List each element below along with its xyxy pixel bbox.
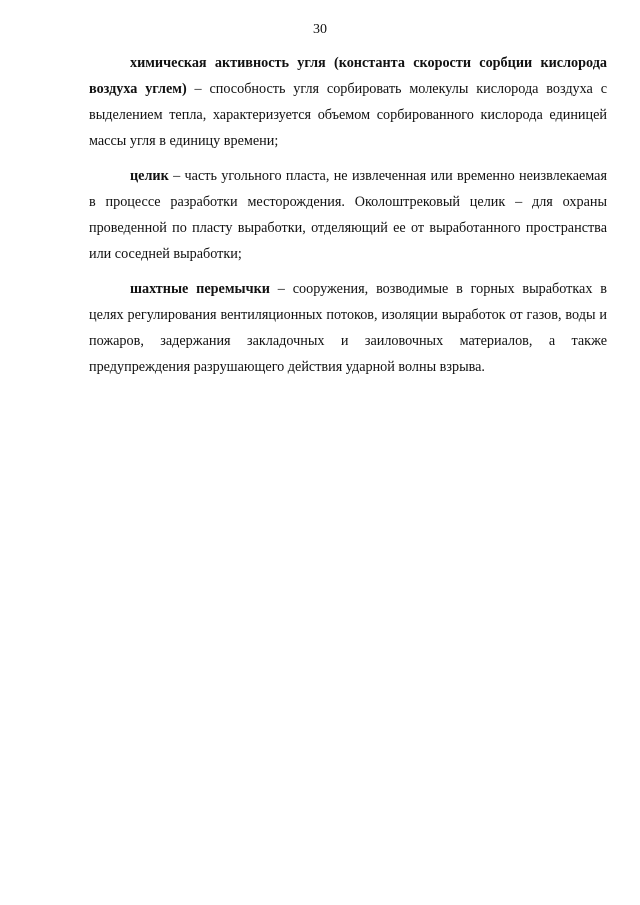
definition-item-pillar [89,163,607,267]
definition-text: – способность угля сорбировать молекулы кислорода воздуха с выделением тепла, характеризуется объемом сорбированного кислорода единицей массы угля в единицу времени; [89,81,607,149]
definitions-list [89,50,607,389]
definition-term: шахтные перемычки [130,281,270,297]
definition-item-mine-bulkheads [89,276,607,380]
definition-text: – часть угольного пласта, не извлеченная или временно неизвлекаемая в процессе разработки месторождения. Околоштрековый целик – для охраны проведенной по пласту выработки, отделяющий ее от выработанного пространства или соседней выработки; [89,168,607,262]
definition-term: целик [130,168,169,184]
definition-item-chemical-activity [89,50,607,154]
page-number: 30 [313,22,327,37]
definition-term: химическая активность угля (константа скорости сорбции кислорода воздуха углем) [89,55,607,97]
definition-text: – сооружения, возводимые в горных выработках в целях регулирования вентиляционных потоков, изоляции выработок от газов, воды и пожаров, задержания закладочных и заиловочных материалов, а также предупреждения разрушающего действия ударной волны взрыва. [89,281,607,375]
